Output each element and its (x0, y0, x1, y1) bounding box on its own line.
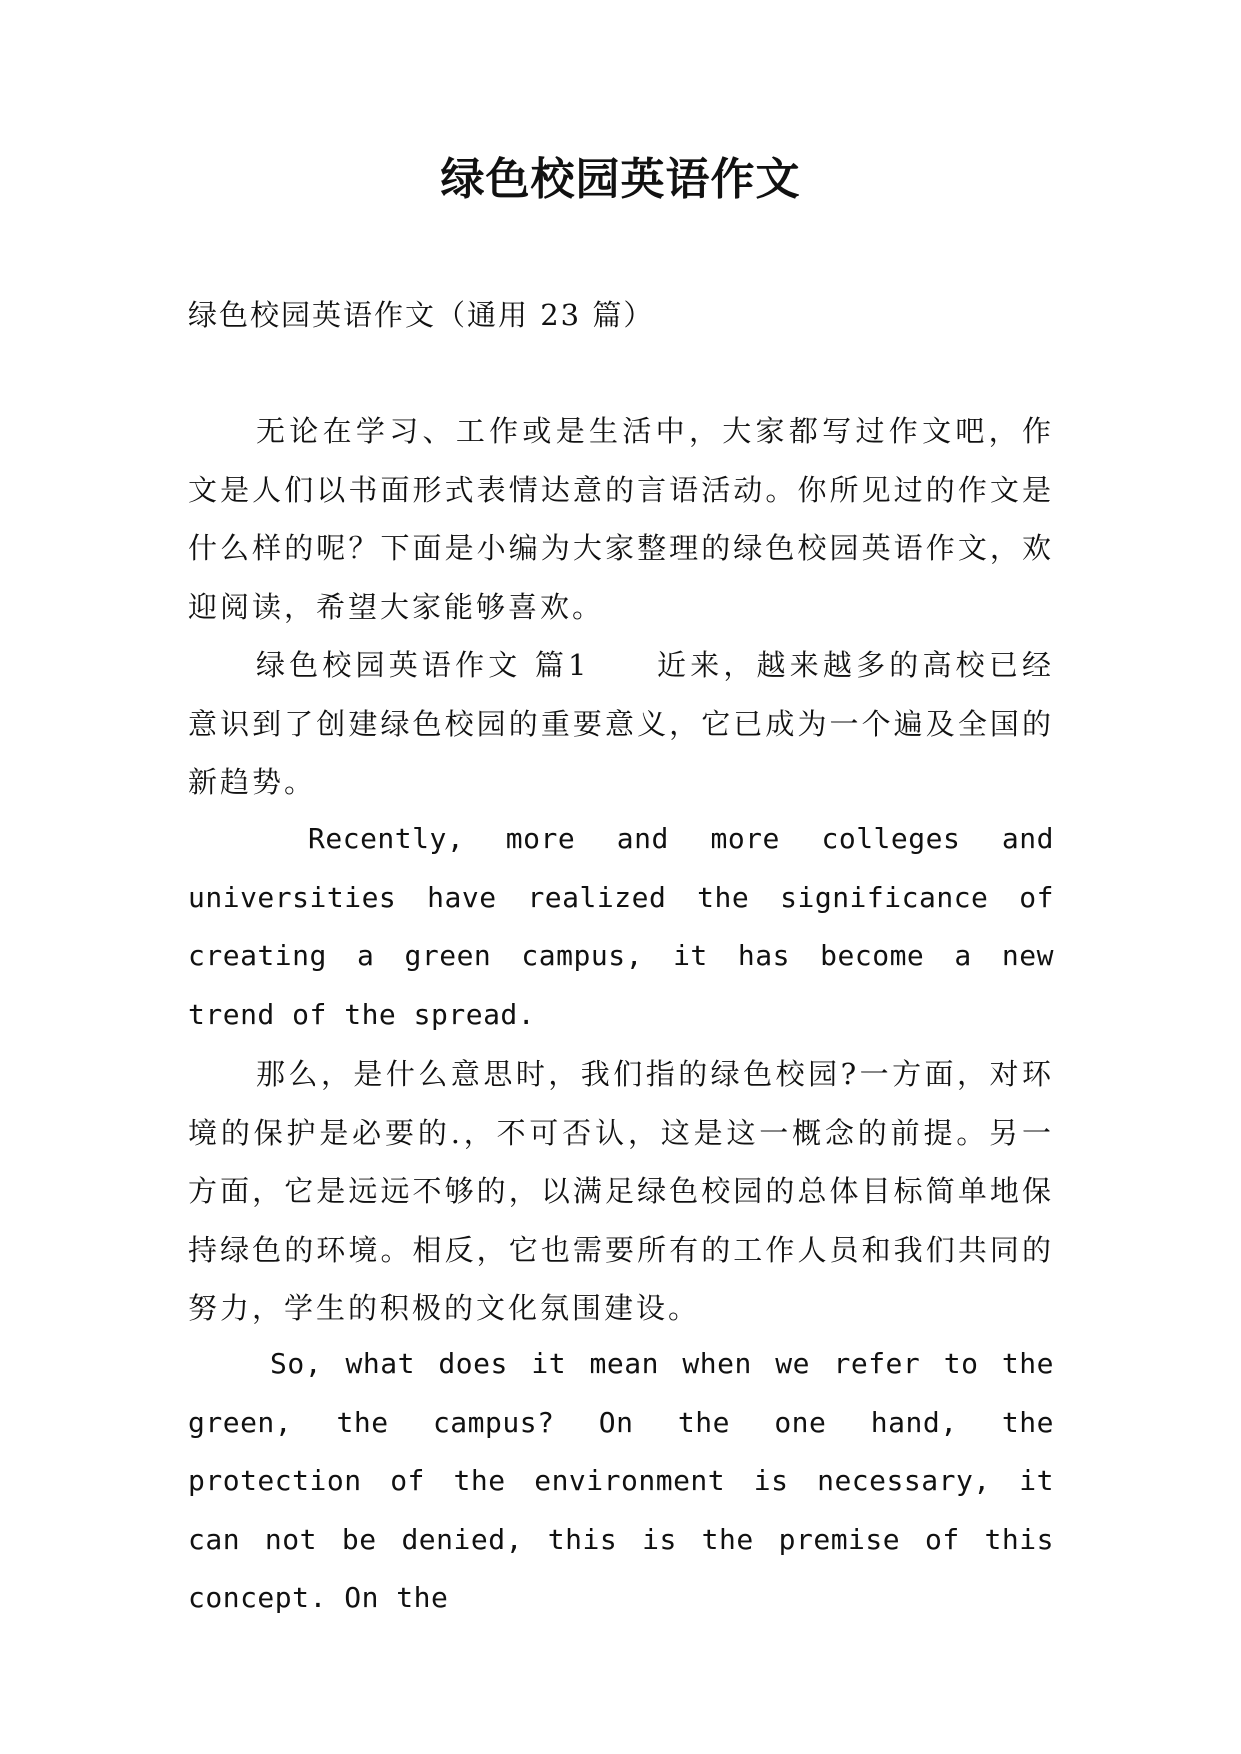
paragraph-essay-1-cn: 绿色校园英语作文 篇1 近来，越来越多的高校已经意识到了创建绿色校园的重要意义，它已成为一个遍及全国的新趋势。 (188, 648, 1054, 799)
document-title: 绿色校园英语作文 (440, 154, 801, 205)
paragraph-essay-1-en: Recently, more and more colleges and universities have realized the significance of creating a green campus, it has become a new trend of the spread. (188, 822, 1054, 1031)
document-subtitle: 绿色校园英语作文（通用 23 篇） (188, 298, 655, 332)
paragraph-green-campus-cn: 那么，是什么意思时，我们指的绿色校园?一方面，对环境的保护是必要的.，不可否认，这是这一概念的前提。另一方面，它是远远不够的，以满足绿色校园的总体目标简单地保持绿色的环境。相反，它也需要所有的工作人员和我们共同的努力，学生的积极的文化氛围建设。 (188, 1057, 1054, 1325)
paragraph-green-campus-en: So, what does it mean when we refer to the green, the campus? On the one hand, the protection of the environment is necessary, it can not be denied, this is the premise of this concept. On the (188, 1347, 1054, 1614)
paragraph-intro: 无论在学习、工作或是生活中，大家都写过作文吧，作文是人们以书面形式表情达意的言语活动。你所见过的作文是什么样的呢？下面是小编为大家整理的绿色校园英语作文，欢迎阅读，希望大家能够喜欢。 (188, 414, 1054, 624)
